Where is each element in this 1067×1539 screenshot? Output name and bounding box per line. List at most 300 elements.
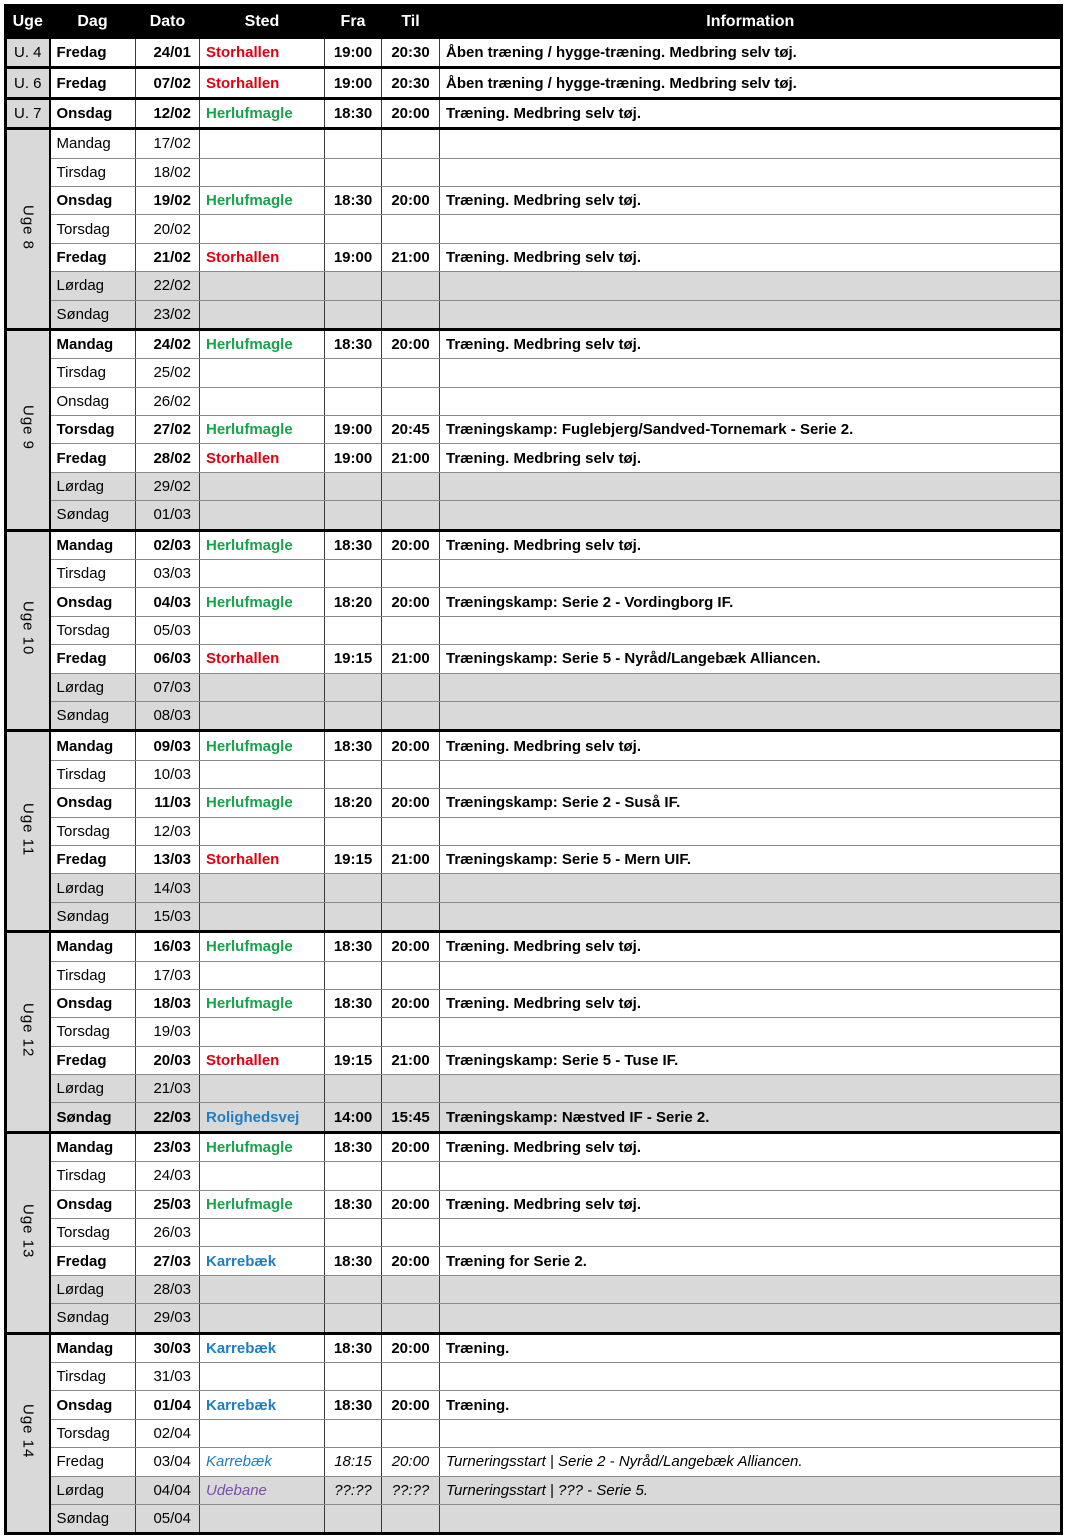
info-cell bbox=[440, 158, 1062, 186]
to-cell: 20:30 bbox=[382, 38, 440, 68]
place-cell bbox=[200, 1419, 325, 1447]
date-cell: 22/02 bbox=[136, 272, 200, 300]
week-label-text: Uge 10 bbox=[19, 601, 37, 656]
info-cell: Træning. Medbring selv tøj. bbox=[440, 186, 1062, 214]
day-cell: Lørdag bbox=[50, 272, 136, 300]
day-cell: Søndag bbox=[50, 1103, 136, 1132]
info-cell: Åben træning / hygge-træning. Medbring selv tøj. bbox=[440, 38, 1062, 68]
schedule-row bbox=[6, 1219, 1062, 1247]
place-cell bbox=[200, 387, 325, 415]
date-cell: 19/03 bbox=[136, 1018, 200, 1046]
date-cell: 24/03 bbox=[136, 1162, 200, 1190]
place-cell bbox=[200, 673, 325, 701]
info-cell bbox=[440, 1162, 1062, 1190]
place-cell: Herlufmagle bbox=[200, 329, 325, 358]
date-cell: 18/02 bbox=[136, 158, 200, 186]
place-cell bbox=[200, 874, 325, 902]
week-label bbox=[6, 329, 50, 530]
schedule-row bbox=[6, 329, 1062, 358]
from-cell bbox=[325, 1419, 382, 1447]
day-cell: Mandag bbox=[50, 129, 136, 158]
day-cell: Søndag bbox=[50, 501, 136, 530]
day-cell: Mandag bbox=[50, 329, 136, 358]
to-cell bbox=[382, 760, 440, 788]
place-cell: Herlufmagle bbox=[200, 989, 325, 1017]
date-cell: 27/02 bbox=[136, 416, 200, 444]
from-cell bbox=[325, 1018, 382, 1046]
week-label bbox=[6, 1132, 50, 1333]
from-cell bbox=[325, 560, 382, 588]
to-cell: 21:00 bbox=[382, 444, 440, 472]
date-cell: 01/03 bbox=[136, 501, 200, 530]
info-cell bbox=[440, 760, 1062, 788]
info-cell: Træningskamp: Serie 5 - Tuse IF. bbox=[440, 1046, 1062, 1074]
info-cell: Træning. Medbring selv tøj. bbox=[440, 989, 1062, 1017]
from-cell bbox=[325, 387, 382, 415]
to-cell: 20:00 bbox=[382, 731, 440, 760]
info-cell bbox=[440, 701, 1062, 730]
date-cell: 28/03 bbox=[136, 1275, 200, 1303]
info-cell bbox=[440, 902, 1062, 931]
date-cell: 25/03 bbox=[136, 1190, 200, 1218]
week-block bbox=[6, 932, 1062, 1133]
schedule-row bbox=[6, 731, 1062, 760]
to-cell: 20:00 bbox=[382, 1448, 440, 1476]
day-cell: Onsdag bbox=[50, 387, 136, 415]
from-cell bbox=[325, 874, 382, 902]
schedule-row bbox=[6, 1333, 1062, 1362]
place-cell: Herlufmagle bbox=[200, 416, 325, 444]
from-cell: 19:00 bbox=[325, 68, 382, 98]
date-cell: 01/04 bbox=[136, 1391, 200, 1419]
info-cell bbox=[440, 874, 1062, 902]
column-header-uge: Uge bbox=[6, 6, 50, 38]
schedule-row bbox=[6, 1132, 1062, 1161]
day-cell: Fredag bbox=[50, 1247, 136, 1275]
day-cell: Tirsdag bbox=[50, 760, 136, 788]
to-cell: 20:00 bbox=[382, 329, 440, 358]
date-cell: 28/02 bbox=[136, 444, 200, 472]
place-cell bbox=[200, 300, 325, 329]
to-cell: 15:45 bbox=[382, 1103, 440, 1132]
date-cell: 13/03 bbox=[136, 845, 200, 873]
info-cell: Træning. Medbring selv tøj. bbox=[440, 932, 1062, 961]
to-cell: 20:00 bbox=[382, 1391, 440, 1419]
schedule-row bbox=[6, 789, 1062, 817]
from-cell bbox=[325, 1362, 382, 1390]
day-cell: Mandag bbox=[50, 1333, 136, 1362]
day-cell: Torsdag bbox=[50, 817, 136, 845]
single-week-block bbox=[6, 38, 1062, 68]
date-cell: 03/03 bbox=[136, 560, 200, 588]
to-cell: 21:00 bbox=[382, 845, 440, 873]
date-cell: 19/02 bbox=[136, 186, 200, 214]
day-cell: Torsdag bbox=[50, 1219, 136, 1247]
place-cell bbox=[200, 215, 325, 243]
from-cell: 19:15 bbox=[325, 845, 382, 873]
info-cell bbox=[440, 1304, 1062, 1333]
schedule-row bbox=[6, 272, 1062, 300]
schedule-row bbox=[6, 530, 1062, 559]
info-cell bbox=[440, 1018, 1062, 1046]
day-cell: Fredag bbox=[50, 1448, 136, 1476]
from-cell: 18:30 bbox=[325, 329, 382, 358]
schedule-row bbox=[6, 1075, 1062, 1103]
schedule-row bbox=[6, 1391, 1062, 1419]
from-cell bbox=[325, 902, 382, 931]
from-cell: 18:20 bbox=[325, 789, 382, 817]
schedule-row bbox=[6, 1448, 1062, 1476]
from-cell bbox=[325, 501, 382, 530]
to-cell bbox=[382, 300, 440, 329]
week-block bbox=[6, 329, 1062, 530]
to-cell: 20:00 bbox=[382, 98, 440, 128]
day-cell: Fredag bbox=[50, 243, 136, 271]
day-cell: Onsdag bbox=[50, 588, 136, 616]
to-cell: 20:00 bbox=[382, 1190, 440, 1218]
date-cell: 26/02 bbox=[136, 387, 200, 415]
place-cell: Herlufmagle bbox=[200, 530, 325, 559]
date-cell: 24/01 bbox=[136, 38, 200, 68]
schedule-row bbox=[6, 902, 1062, 931]
week-label-text: Uge 12 bbox=[19, 1002, 37, 1058]
schedule-row bbox=[6, 874, 1062, 902]
date-cell: 02/04 bbox=[136, 1419, 200, 1447]
info-cell: Træning. Medbring selv tøj. bbox=[440, 98, 1062, 128]
from-cell: 19:00 bbox=[325, 416, 382, 444]
day-cell: Mandag bbox=[50, 731, 136, 760]
week-label bbox=[6, 731, 50, 932]
day-cell: Lørdag bbox=[50, 874, 136, 902]
to-cell bbox=[382, 1018, 440, 1046]
schedule-row bbox=[6, 1476, 1062, 1504]
info-cell bbox=[440, 359, 1062, 387]
date-cell: 14/03 bbox=[136, 874, 200, 902]
place-cell bbox=[200, 359, 325, 387]
date-cell: 04/04 bbox=[136, 1476, 200, 1504]
to-cell bbox=[382, 673, 440, 701]
from-cell: 18:30 bbox=[325, 731, 382, 760]
schedule-header bbox=[6, 6, 1062, 38]
to-cell bbox=[382, 129, 440, 158]
info-cell: Turneringsstart | Serie 2 - Nyråd/Langebæk Alliancen. bbox=[440, 1448, 1062, 1476]
to-cell bbox=[382, 701, 440, 730]
date-cell: 10/03 bbox=[136, 760, 200, 788]
date-cell: 06/03 bbox=[136, 645, 200, 673]
day-cell: Tirsdag bbox=[50, 359, 136, 387]
day-cell: Torsdag bbox=[50, 1419, 136, 1447]
column-header-fra: Fra bbox=[325, 6, 382, 38]
to-cell: 20:00 bbox=[382, 932, 440, 961]
info-cell bbox=[440, 673, 1062, 701]
column-header-information: Information bbox=[440, 6, 1062, 38]
day-cell: Onsdag bbox=[50, 1391, 136, 1419]
to-cell bbox=[382, 158, 440, 186]
week-label bbox=[6, 932, 50, 1133]
day-cell: Onsdag bbox=[50, 1190, 136, 1218]
schedule-row bbox=[6, 98, 1062, 128]
to-cell: 21:00 bbox=[382, 243, 440, 271]
schedule-row bbox=[6, 68, 1062, 98]
date-cell: 22/03 bbox=[136, 1103, 200, 1132]
schedule-row bbox=[6, 989, 1062, 1017]
to-cell: 20:00 bbox=[382, 1247, 440, 1275]
date-cell: 15/03 bbox=[136, 902, 200, 931]
to-cell bbox=[382, 215, 440, 243]
day-cell: Lørdag bbox=[50, 673, 136, 701]
schedule-row bbox=[6, 1247, 1062, 1275]
from-cell: 18:30 bbox=[325, 186, 382, 214]
week-label-text: Uge 13 bbox=[19, 1203, 37, 1258]
from-cell bbox=[325, 701, 382, 730]
to-cell: 20:00 bbox=[382, 588, 440, 616]
day-cell: Onsdag bbox=[50, 186, 136, 214]
day-cell: Tirsdag bbox=[50, 961, 136, 989]
week-label: U. 7 bbox=[6, 98, 50, 128]
info-cell bbox=[440, 272, 1062, 300]
schedule-row bbox=[6, 416, 1062, 444]
day-cell: Mandag bbox=[50, 530, 136, 559]
place-cell: Karrebæk bbox=[200, 1391, 325, 1419]
day-cell: Søndag bbox=[50, 902, 136, 931]
place-cell: Herlufmagle bbox=[200, 588, 325, 616]
info-cell bbox=[440, 817, 1062, 845]
day-cell: Onsdag bbox=[50, 98, 136, 128]
from-cell: 18:30 bbox=[325, 932, 382, 961]
place-cell bbox=[200, 1018, 325, 1046]
date-cell: 20/03 bbox=[136, 1046, 200, 1074]
to-cell: 20:00 bbox=[382, 1333, 440, 1362]
day-cell: Lørdag bbox=[50, 1476, 136, 1504]
place-cell: Herlufmagle bbox=[200, 1190, 325, 1218]
schedule-row bbox=[6, 932, 1062, 961]
place-cell: Herlufmagle bbox=[200, 932, 325, 961]
from-cell bbox=[325, 1219, 382, 1247]
to-cell: 20:00 bbox=[382, 789, 440, 817]
schedule-row bbox=[6, 444, 1062, 472]
info-cell bbox=[440, 961, 1062, 989]
date-cell: 23/02 bbox=[136, 300, 200, 329]
schedule-row bbox=[6, 387, 1062, 415]
schedule-row bbox=[6, 1504, 1062, 1533]
place-cell: Herlufmagle bbox=[200, 789, 325, 817]
date-cell: 11/03 bbox=[136, 789, 200, 817]
to-cell: 20:00 bbox=[382, 1132, 440, 1161]
date-cell: 30/03 bbox=[136, 1333, 200, 1362]
place-cell bbox=[200, 501, 325, 530]
place-cell bbox=[200, 1504, 325, 1533]
place-cell: Storhallen bbox=[200, 68, 325, 98]
info-cell: Træning for Serie 2. bbox=[440, 1247, 1062, 1275]
week-label-text: Uge 8 bbox=[19, 204, 37, 250]
schedule-table bbox=[4, 4, 1063, 1535]
schedule-row bbox=[6, 215, 1062, 243]
date-cell: 20/02 bbox=[136, 215, 200, 243]
to-cell: 21:00 bbox=[382, 645, 440, 673]
place-cell bbox=[200, 817, 325, 845]
day-cell: Torsdag bbox=[50, 616, 136, 644]
from-cell: 19:15 bbox=[325, 1046, 382, 1074]
week-block bbox=[6, 129, 1062, 330]
column-header-til: Til bbox=[382, 6, 440, 38]
info-cell: Træning. Medbring selv tøj. bbox=[440, 530, 1062, 559]
schedule-row bbox=[6, 1304, 1062, 1333]
column-header-dag: Dag bbox=[50, 6, 136, 38]
date-cell: 23/03 bbox=[136, 1132, 200, 1161]
schedule-row bbox=[6, 300, 1062, 329]
to-cell bbox=[382, 902, 440, 931]
place-cell bbox=[200, 902, 325, 931]
from-cell bbox=[325, 817, 382, 845]
schedule-row bbox=[6, 1362, 1062, 1390]
from-cell bbox=[325, 359, 382, 387]
from-cell: 18:20 bbox=[325, 588, 382, 616]
info-cell: Træningskamp: Serie 5 - Nyråd/Langebæk Alliancen. bbox=[440, 645, 1062, 673]
from-cell: 18:30 bbox=[325, 98, 382, 128]
info-cell bbox=[440, 616, 1062, 644]
place-cell: Udebane bbox=[200, 1476, 325, 1504]
day-cell: Mandag bbox=[50, 1132, 136, 1161]
place-cell: Herlufmagle bbox=[200, 98, 325, 128]
date-cell: 31/03 bbox=[136, 1362, 200, 1390]
to-cell bbox=[382, 1075, 440, 1103]
from-cell: 18:30 bbox=[325, 1190, 382, 1218]
info-cell bbox=[440, 1362, 1062, 1390]
schedule-row bbox=[6, 129, 1062, 158]
from-cell bbox=[325, 961, 382, 989]
schedule-row bbox=[6, 760, 1062, 788]
day-cell: Torsdag bbox=[50, 215, 136, 243]
to-cell bbox=[382, 1275, 440, 1303]
from-cell bbox=[325, 1275, 382, 1303]
day-cell: Tirsdag bbox=[50, 158, 136, 186]
date-cell: 17/03 bbox=[136, 961, 200, 989]
place-cell: Storhallen bbox=[200, 38, 325, 68]
schedule-row bbox=[6, 817, 1062, 845]
info-cell bbox=[440, 560, 1062, 588]
week-label bbox=[6, 1333, 50, 1534]
week-label: U. 6 bbox=[6, 68, 50, 98]
schedule-row bbox=[6, 186, 1062, 214]
from-cell bbox=[325, 1162, 382, 1190]
week-block bbox=[6, 1333, 1062, 1534]
date-cell: 12/03 bbox=[136, 817, 200, 845]
from-cell bbox=[325, 215, 382, 243]
to-cell bbox=[382, 472, 440, 500]
from-cell: 18:30 bbox=[325, 1247, 382, 1275]
schedule-row bbox=[6, 560, 1062, 588]
date-cell: 02/03 bbox=[136, 530, 200, 559]
place-cell bbox=[200, 158, 325, 186]
from-cell: 19:00 bbox=[325, 243, 382, 271]
place-cell: Herlufmagle bbox=[200, 186, 325, 214]
schedule-row bbox=[6, 1419, 1062, 1447]
to-cell bbox=[382, 1419, 440, 1447]
place-cell bbox=[200, 560, 325, 588]
info-cell: Træning. Medbring selv tøj. bbox=[440, 243, 1062, 271]
info-cell: Træningskamp: Serie 2 - Suså IF. bbox=[440, 789, 1062, 817]
day-cell: Torsdag bbox=[50, 1018, 136, 1046]
schedule-row bbox=[6, 673, 1062, 701]
info-cell: Træning. Medbring selv tøj. bbox=[440, 329, 1062, 358]
schedule-row bbox=[6, 472, 1062, 500]
day-cell: Onsdag bbox=[50, 989, 136, 1017]
from-cell bbox=[325, 300, 382, 329]
place-cell: Karrebæk bbox=[200, 1333, 325, 1362]
day-cell: Lørdag bbox=[50, 1275, 136, 1303]
date-cell: 18/03 bbox=[136, 989, 200, 1017]
date-cell: 07/03 bbox=[136, 673, 200, 701]
schedule-row bbox=[6, 961, 1062, 989]
place-cell: Herlufmagle bbox=[200, 731, 325, 760]
date-cell: 04/03 bbox=[136, 588, 200, 616]
info-cell bbox=[440, 472, 1062, 500]
from-cell bbox=[325, 472, 382, 500]
info-cell bbox=[440, 1504, 1062, 1533]
schedule-row bbox=[6, 501, 1062, 530]
place-cell bbox=[200, 760, 325, 788]
to-cell: 20:30 bbox=[382, 68, 440, 98]
info-cell: Træningskamp: Serie 2 - Vordingborg IF. bbox=[440, 588, 1062, 616]
info-cell bbox=[440, 300, 1062, 329]
info-cell: Turneringsstart | ??? - Serie 5. bbox=[440, 1476, 1062, 1504]
week-block bbox=[6, 731, 1062, 932]
date-cell: 09/03 bbox=[136, 731, 200, 760]
to-cell bbox=[382, 1162, 440, 1190]
from-cell: 14:00 bbox=[325, 1103, 382, 1132]
to-cell bbox=[382, 560, 440, 588]
info-cell bbox=[440, 1219, 1062, 1247]
to-cell bbox=[382, 1304, 440, 1333]
date-cell: 03/04 bbox=[136, 1448, 200, 1476]
date-cell: 17/02 bbox=[136, 129, 200, 158]
date-cell: 26/03 bbox=[136, 1219, 200, 1247]
day-cell: Fredag bbox=[50, 1046, 136, 1074]
day-cell: Søndag bbox=[50, 1504, 136, 1533]
from-cell bbox=[325, 129, 382, 158]
week-label: U. 4 bbox=[6, 38, 50, 68]
info-cell: Træningskamp: Næstved IF - Serie 2. bbox=[440, 1103, 1062, 1132]
from-cell bbox=[325, 1075, 382, 1103]
from-cell: 18:15 bbox=[325, 1448, 382, 1476]
schedule-row bbox=[6, 38, 1062, 68]
to-cell: 21:00 bbox=[382, 1046, 440, 1074]
place-cell bbox=[200, 1362, 325, 1390]
to-cell bbox=[382, 1362, 440, 1390]
to-cell bbox=[382, 1504, 440, 1533]
week-label-text: Uge 14 bbox=[19, 1404, 37, 1459]
place-cell bbox=[200, 472, 325, 500]
date-cell: 05/04 bbox=[136, 1504, 200, 1533]
place-cell: Storhallen bbox=[200, 645, 325, 673]
info-cell bbox=[440, 129, 1062, 158]
date-cell: 24/02 bbox=[136, 329, 200, 358]
info-cell bbox=[440, 501, 1062, 530]
week-label-text: Uge 11 bbox=[19, 802, 37, 856]
schedule-row bbox=[6, 1046, 1062, 1074]
from-cell: ??:?? bbox=[325, 1476, 382, 1504]
info-cell: Træning. Medbring selv tøj. bbox=[440, 1132, 1062, 1161]
week-label-text: Uge 9 bbox=[19, 405, 37, 451]
schedule-row bbox=[6, 588, 1062, 616]
info-cell bbox=[440, 1075, 1062, 1103]
schedule-row bbox=[6, 616, 1062, 644]
place-cell bbox=[200, 1162, 325, 1190]
schedule-row bbox=[6, 158, 1062, 186]
info-cell bbox=[440, 387, 1062, 415]
place-cell: Herlufmagle bbox=[200, 1132, 325, 1161]
day-cell: Mandag bbox=[50, 932, 136, 961]
